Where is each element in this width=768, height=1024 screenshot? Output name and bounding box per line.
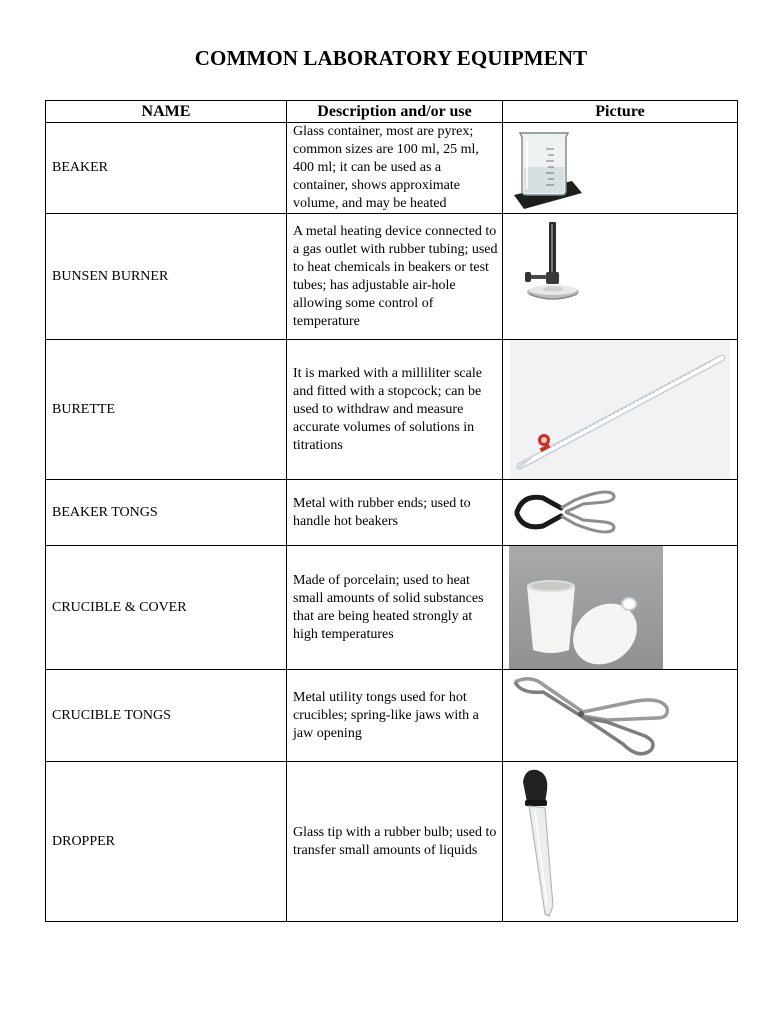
table-row [46, 762, 738, 922]
equipment-description: Glass container, most are pyrex; common sizes are 100 ml, 25 ml, 400 ml; it can be used as a container, shows approximate volume, and may be heated [287, 123, 503, 214]
equipment-name: DROPPER [46, 762, 287, 922]
equipment-description: It is marked with a milliliter scale and fitted with a stopcock; can be used to withdraw and measure accurate volumes of solutions in titrations [287, 340, 503, 480]
header-picture: Picture [503, 101, 738, 123]
beaker-tongs-image [513, 486, 623, 538]
picture-cell [503, 340, 738, 480]
equipment-name: CRUCIBLE & COVER [46, 546, 287, 670]
picture-cell [503, 670, 738, 762]
equipment-description: A metal heating device connected to a gas outlet with rubber tubing; used to heat chemicals in beakers or test tubes; has adjustable air-hole allowing some control of temperature [287, 214, 503, 340]
equipment-description: Glass tip with a rubber bulb; used to transfer small amounts of liquids [287, 762, 503, 922]
burette-image [510, 340, 730, 480]
picture-cell [503, 480, 738, 546]
table-row [46, 340, 738, 480]
equipment-name: BEAKER TONGS [46, 480, 287, 546]
page-title: COMMON LABORATORY EQUIPMENT [194, 46, 588, 70]
picture-cell [503, 214, 738, 340]
crucible-cover-image [509, 546, 663, 670]
header-description: Description and/or use [287, 101, 503, 123]
table-row [46, 670, 738, 762]
equipment-name: BURETTE [46, 340, 287, 480]
table-row [46, 123, 738, 214]
equipment-description: Metal with rubber ends; used to handle hot beakers [287, 480, 503, 546]
equipment-description: Made of porcelain; used to heat small amounts of solid substances that are being heated strongly at high temperatures [287, 546, 503, 670]
table-row [46, 214, 738, 340]
equipment-table [45, 100, 738, 922]
equipment-name: BUNSEN BURNER [46, 214, 287, 340]
equipment-name: BEAKER [46, 123, 287, 214]
dropper-image [515, 766, 575, 920]
header-name: NAME [46, 101, 287, 123]
beaker-image [510, 123, 590, 211]
equipment-name: CRUCIBLE TONGS [46, 670, 287, 762]
crucible-tongs-image [511, 672, 671, 760]
bunsen-burner-image [523, 220, 583, 306]
picture-cell [503, 762, 738, 922]
picture-cell [503, 123, 738, 214]
table-row [46, 480, 738, 546]
table-row [46, 546, 738, 670]
header-row [46, 101, 738, 123]
picture-cell [503, 546, 738, 670]
equipment-description: Metal utility tongs used for hot crucibles; spring-like jaws with a jaw opening [287, 670, 503, 762]
